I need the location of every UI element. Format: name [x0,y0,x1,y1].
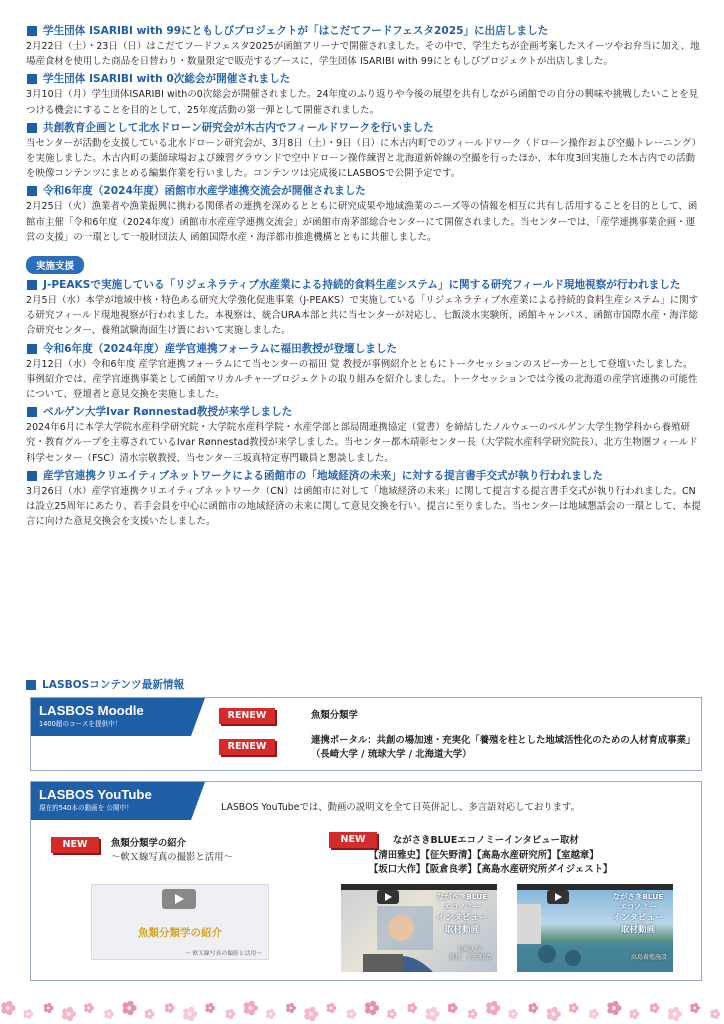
play-icon [162,889,196,909]
news-item [26,24,702,69]
support-body: 3月26日（水）産学官連携クリエイティブネットワーク（CN）は函館市に対して「地域経済の未来」に関して提言する提言書手交式が執り行われました。CNは設立25周年にあたり、若手会員を中心に函館市の地域経済の未来に関して意見交換を行い、提言に至りました。当センターは地域懇話会の一環として、本提言に向けた意見交換会を支援いたしました。 [26,485,701,528]
support-title: 産学官連携クリエイティブネットワークによる函館市の「地域経済の未来」に対する提言書手交式が執り行われました [26,469,702,483]
youtube-box [30,781,702,981]
support-tag: 実施支援 [26,256,84,274]
video-overlay-label: ながさきBLUE エコノミー インタビュー 取材動画 [612,892,664,935]
youtube-brand-title: LASBOS YouTube [39,787,152,802]
video-top-bar [517,884,673,890]
bullet-square-icon [27,74,37,84]
bullet-square-icon [26,680,36,690]
youtube-intro-text: LASBOS YouTubeでは、動画の説明文を全て日英併記し、多言語対応しております。 [221,802,580,813]
support-title: J-PEAKSで実施している「リジェネラティブ水産業による持続的食料生産システム」に関する研究フィールド現地視察が行われました [26,278,702,292]
news-section [26,24,702,532]
support-item [26,469,702,530]
video-thumbnail-interview-1[interactable] [341,884,497,972]
news-item [26,72,702,117]
video-overlay-label: ながさきBLUE エコノミー インタビュー 取材動画 [436,892,488,935]
youtube-brand-banner [31,782,191,820]
interview-names-row-2: 【坂口大作】【阪倉良孝】【高島水産研究所ダイジェスト】 [369,864,613,875]
news-body: 当センターが活動を支援している北水ドローン研究会が、3月8日（土）・9日（日）に木古内町でのフィールドワーク（ドローン操作および空撮トレーニング）を実施しました。木古内町の薬師球場および練習グラウンドで空中ドローン操作練習と北海道新幹線の空撮を行ったほか、本年度3回実施した木古内での活動を映像コンテンツにまとめる編集作業を行いました。コンテンツは完成後にLASBOSで公開予定です。 [26,137,702,180]
news-title: 学生団体 ISARIBI with 99にともしびプロジェクトが「はこだてフードフェスタ2025」に出店しました [26,24,702,38]
bullet-square-icon [27,186,37,196]
thumbnail-title: 魚類分類学の紹介 [138,927,222,939]
news-item [26,121,702,182]
contents-section-title: LASBOSコンテンツ最新情報 [26,677,184,692]
news-title: 学生団体 ISARIBI with 0次総会が開催されました [26,72,702,86]
news-title: 令和6年度（2024年度）函館市水産学連携交流会が開催されました [26,184,702,198]
moodle-item-link[interactable]: 魚類分類学 [311,710,358,721]
moodle-brand-title: LASBOS Moodle [39,703,144,718]
video-title-left[interactable]: 魚類分類学の紹介 [111,838,187,849]
support-body: 2月12日（水）令和6年度 産学官連携フォーラムにて当センターの福田 覚 教授が事例紹介とともにトークセッションのスピーカーとして登壇いたしました。事例紹介では、産学官連携事業として函館マリカルチャープロジェクトの取り組みを紹介しました。トークセッションでは今後の北海道の産学官連携の可能性について、登壇者と意見交換を実施しました。 [26,358,698,401]
news-title: 共創教育企画として北水ドローン研究会が木古内でフィールドワークを行いました [26,121,702,135]
bullet-square-icon [27,407,37,417]
interview-names-row-1: 【清田雅史】【征矢野清】【高島水産研究所】【室越章】 [369,850,599,861]
play-icon [377,890,399,904]
thumbnail-subtitle: ～ 軟Ｘ線写真の撮影と活用～ [184,951,262,957]
new-badge: NEW [329,832,377,848]
flower-border-icon [0,996,724,1024]
moodle-item-link[interactable]: 連携ポータル：共創の場加速・充実化「養殖を柱とした地域活性化のための人材育成事業」（長崎大学 / 琉球大学 / 北海道大学） [311,735,691,760]
video-top-bar [341,884,497,890]
youtube-brand-sub: 現在約540本の動画を 公開中！ [39,804,133,812]
video-thumbnail-interview-2[interactable] [517,884,673,972]
video-caption: 長崎大学 教授 征矢野清 [448,946,491,961]
bullet-square-icon [27,26,37,36]
support-item [26,278,702,339]
video-subtitle-left: ～軟Ｘ線写真の撮影と活用～ [111,852,233,863]
new-badge: NEW [51,837,99,853]
news-item [26,184,702,245]
support-body: 2024年6月に本学大学院水産科学研究院・大学院水産科学院・水産学部と部局間連携協定（覚書）を締結したノルウェーのベルゲン大学生物学科から養殖研究・教育グループを主導されているIvar Rønnestad教授が来学しました。当センター都木靖彰センター長（大学院水産科学研究院長）、北方生物圏フィールド科学センター（FSC）清水宗敬教授、当センター三坂真特定専門職員と懇談しました。 [26,422,698,464]
play-icon [547,890,569,904]
moodle-brand-banner [31,698,191,736]
bullet-square-icon [27,471,37,481]
bullet-square-icon [27,344,37,354]
news-body: 2月25日（火）漁業者や漁業振興に携わる関係者の連携を深めるとともに研究成果や地域漁業のニーズ等の情報を相互に共有し活用することを目的として、函館市主催「令和6年度（2024年度）函館市水産産学連携交流会」が函館市南茅部総合センターにて開催されました。当センターでは、「産学連携事業企画・運営の支援」の一環として一般財団法人 函館国際水産・海洋都市推進機構とともに共催しました。 [26,201,698,243]
news-body: 3月10日（月）学生団体ISARIBI withの0次総会が開催されました。24年度のふり返りや今後の展望を共有しながら函館での自分の興味や挑戦したいことを見つける機会にすることを目的として、25年度活動の第一弾として開催されました。 [26,89,699,116]
support-body: 2月5日（水）本学が地域中核・特色ある研究大学強化促進事業（J-PEAKS）で実施している「リジェネラティブ水産業による持続的食料生産システム」に関する研究フィールド現地視察が行われました。本視察は、統合URA本部と共に当センターが対応し、七飯淡水実験所、函館キャンパス、函館市国際水産・海洋総合研究センター、養殖試験海面生け簀において実施しました。 [26,295,699,337]
bullet-square-icon [27,280,37,290]
support-item [26,342,702,403]
renew-badge: RENEW [219,739,275,755]
video-title-right[interactable]: ながさきBLUEエコノミーインタビュー取材 [393,835,579,846]
moodle-brand-sub: 1400超のコースを提供中！ [39,720,122,728]
moodle-box [30,697,702,771]
support-item [26,405,702,466]
video-caption: 高島養殖施設 [630,954,667,961]
video-thumbnail-left[interactable] [91,884,269,960]
bullet-square-icon [27,123,37,133]
support-title: 令和6年度（2024年度）産学官連携フォーラムに福田教授が登壇しました [26,342,702,356]
support-title: ベルゲン大学Ivar Rønnestad教授が来学しました [26,405,702,419]
renew-badge: RENEW [219,708,275,724]
news-body: 2月22日（土）・23日（日）はこだてフードフェスタ2025が函館アリーナで開催されました。その中で、学生たちが企画考案したスイーツやお弁当に加え、地場産食材を使用した商品を日替わり・数量限定で販売するブースに、学生団体 ISARIBI with 99にともしびプロジェクトが出店しました。 [26,41,700,68]
